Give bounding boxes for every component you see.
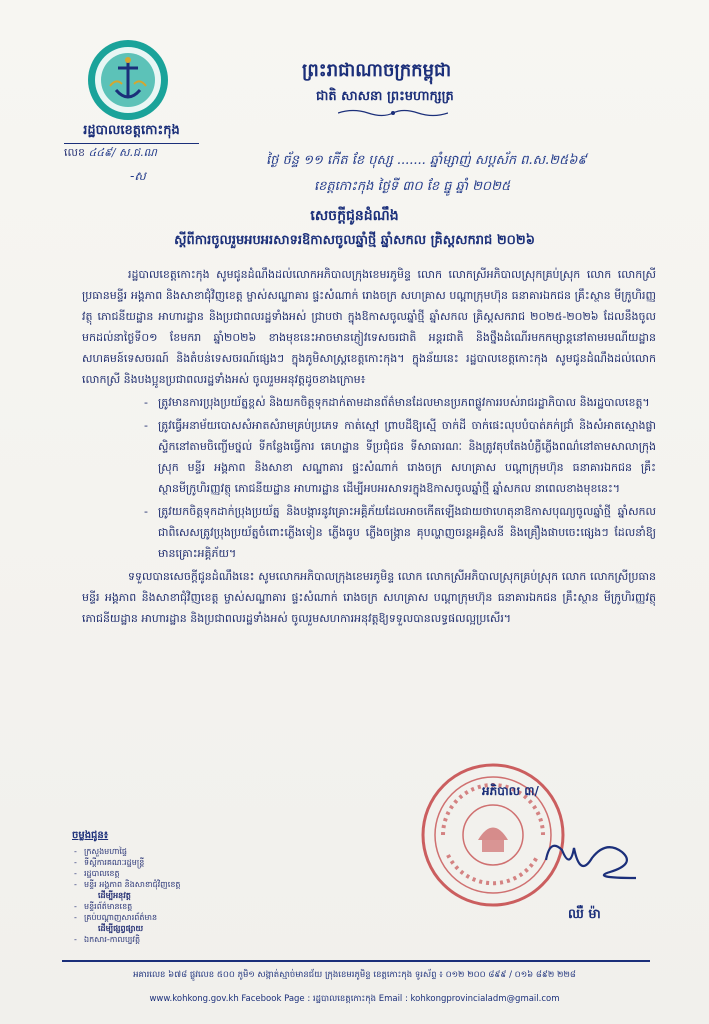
organization-name: រដ្ឋបាលខេត្តកោះកុង <box>64 122 199 144</box>
signer-name: ឈឺ ម៉ា <box>568 907 601 922</box>
list-item: - ទីស្តីការគណៈរដ្ឋមន្ត្រី <box>72 857 272 868</box>
document-title: សេចក្តីជូនដំណឹង <box>310 208 399 224</box>
list-item: - រដ្ឋបាលខេត្ត <box>72 868 272 879</box>
reference-prefix: លេខ <box>64 146 85 159</box>
copy-to-heading: ចម្លងជូន៖ <box>72 830 109 841</box>
document-body <box>82 264 656 631</box>
ornament-divider-icon <box>338 108 448 118</box>
closing-paragraph: ទទួលបានសេចក្តីជូនដំណឹងនេះ សូមលោកអភិបាលក្រុងខេមរភូមិន្ទ លោក លោកស្រីអភិបាលស្រុកគ្រប់ស្រុក លោក លោកស្រីប្រធានមន្ទីរ អង្គភាព និងសាខាជុំវិញខេត្ត ម្ចាស់សណ្ឋាគារ ផ្ទះសំណាក់ រោងចក្រ សហគ្រាស បណ្តាក្រុមហ៊ុន ធនាគារឯកជន គ្រឹះស្ថាន មីក្រូហិរញ្ញវត្ថុ ភោជនីយដ្ឋាន អាហារដ្ឋាន និងប្រជាពលរដ្ឋទាំងអស់ ចូលរួមសហការអនុវត្តឱ្យទទួលបានលទ្ធផលល្អប្រសើរ។ <box>82 570 656 625</box>
solar-date: ខេត្តកោះកុង ថ្ងៃទី ៣០ ខែ ធ្នូ ឆ្នាំ ២០២៥ <box>314 179 511 194</box>
instruction-list <box>82 392 656 564</box>
list-item: - ត្រូវយកចិត្តទុកដាក់ប្រុងប្រយ័ត្ន និងបង្ការនូវគ្រោះអគ្គិភ័យដែលអាចកើតឡើងជាយថាហេតុនាឱកាសបុណ្យចូលឆ្នាំថ្មី ឆ្នាំសកលជាពិសេសត្រូវប្រុងប្រយ័ត្នចំពោះភ្លើងទៀន ភ្លើងធូប ភ្លើងចង្ក្រាន គុបល្ហាញចរន្តអគ្គិសនី និងគ្រឿងផាបចេះផ្សេងៗ ដែលនាំឱ្យមានគ្រោះអគ្គិភ័យ។ <box>82 501 656 564</box>
kingdom-heading: ព្រះរាជាណាចក្រកម្ពុជា <box>302 60 452 81</box>
signer-title: អភិបាល ៣/ <box>482 784 539 798</box>
document-subject: ស្តីពីការចូលរួមអបអរសាទរឱកាសចូលឆ្នាំថ្មី ឆ្នាំសកល គ្រិស្តសករាជ ២០២៦ <box>174 233 535 248</box>
list-item: - ត្រូវធ្វើអនាម័យបោសសំអាតសំរាមគ្រប់ប្រភេទ កាត់ស្មៅ ព្រាបដីឱ្យស្មើ ចាក់ដី ចាក់ផេះលុបបំបាត់ភក់ជ្រាំ និងសំអាតស្មោងផ្លាស្ទិកនៅតាមចិញ្ចើមថ្នល់ ទីកន្លែងធ្វើការ គេហដ្ឋាន ទីប្រជុំជន ទីសាធារណៈ និងត្រូវតុបតែងបំភ្លឺភ្លើងពណ៌នៅតាមសាលាក្រុង ស្រុក មន្ទីរ អង្គភាព និងសាខា សណ្ឋាគារ ផ្ទះសំណាក់ រោងចក្រ សហគ្រាស បណ្តាក្រុមហ៊ុន ធនាគារឯកជន គ្រឹះស្ថានមីក្រូហិរញ្ញវត្ថុ ភោជនីយដ្ឋាន អាហារដ្ឋាន ដើម្បីអបអរសាទរក្នុងឱកាសចូលឆ្នាំថ្មី ឆ្នាំសកល នាពេលខាងមុខនេះ។ <box>82 415 656 499</box>
footer-divider <box>62 960 650 962</box>
list-item: - មន្ទីរ អង្គភាព និងសាខាជុំវិញខេត្ត <box>72 879 272 890</box>
list-item: - មន្ទីរព័ត៌មានខេត្ត <box>72 901 272 912</box>
lunar-date: ថ្ងៃ ច័ន្ទ ១១ កើត ខែ បុស្ស ....... ឆ្នាំម្សាញ់ សប្តស័ក ព.ស.២៥៦៩ <box>266 153 587 168</box>
list-item: - ត្រូវមានការប្រុងប្រយ័ត្នខ្ពស់ និងយកចិត្តទុកដាក់តាមដានព័ត៌មានដែលមានប្រភពផ្លូវការរបស់រាជរដ្ឋាភិបាល និងរដ្ឋបាលខេត្ត។ <box>82 392 656 413</box>
handwritten-signature <box>540 830 650 890</box>
list-item: - ក្រសួងមហាផ្ទៃ <box>72 846 272 857</box>
list-item: ដើម្បីផ្សព្វផ្សាយ <box>98 924 144 933</box>
reference-suffix: -ស <box>130 169 146 183</box>
list-item: - ឯកសារ-កាលប្បវត្តិ <box>72 934 272 945</box>
provincial-emblem-logo <box>86 38 170 122</box>
reference-line <box>64 146 157 162</box>
national-motto: ជាតិ សាសនា ព្រះមហាក្សត្រ <box>316 89 454 104</box>
list-item: ដើម្បីអនុវត្ត <box>98 891 131 900</box>
list-item: - គ្រប់បណ្តាញសារព័ត៌មាន <box>72 912 272 923</box>
footer-contact: www.kohkong.gov.kh Facebook Page : រដ្ឋបាលខេត្តកោះកុង Email : kohkongprovincialadm@gmail.com <box>149 994 560 1004</box>
footer-address: អគារលេខ ៦៧៨ ផ្លូវលេខ ៥០០ ភូមិ១ សង្កាត់ស្មាច់មានជ័យ ក្រុងខេមរភូមិន្ទ ខេត្តកោះកុង ទូរស័ព្ទ ៖ ០១២ ២០០ ៨៩៩ / ០១៦ ៨៩២ ២២៨ <box>133 970 576 980</box>
reference-number: ៤៤៩/ ស.ជ.ណ <box>88 146 157 159</box>
copy-to-list <box>72 846 272 945</box>
intro-paragraph: រដ្ឋបាលខេត្តកោះកុង សូមជូនដំណឹងដល់លោកអភិបាលក្រុងខេមរភូមិន្ទ លោក លោកស្រីអភិបាលស្រុកគ្រប់ស្រុក លោក លោកស្រីប្រធានមន្ទីរ អង្គភាព និងសាខាជុំវិញខេត្ត ម្ចាស់សណ្ឋាគារ ផ្ទះសំណាក់ រោងចក្រ សហគ្រាស បណ្តាក្រុមហ៊ុន ធនាគារឯកជន គ្រឹះស្ថាន មីក្រូហិរញ្ញវត្ថុ ភោជនីយដ្ឋាន អាហារដ្ឋាន និងប្រជាពលរដ្ឋទាំងអស់ ជ្រាបថា ក្នុងឱកាសចូលឆ្នាំថ្មី ឆ្នាំសកល គ្រិស្តសករាជ ២០២៥-២០២៦ ដែលនឹងចូលមកដល់នាថ្ងៃទី០១ ខែមករា ឆ្នាំ២០២៦ ខាងមុខនេះអាចមានភ្ញៀវទេសចរជាតិ អន្តរជាតិ និងថ្នឹងដំណើរមកកម្សាន្តនៅតាមរមណីយដ្ឋាន សហគមន៍ទេសចរណ៍ និងតំបន់ទេសចរណ៍ផ្សេងៗ ក្នុងភូមិសាស្ត្រខេត្តកោះកុង។ ក្នុងន័យនេះ រដ្ឋបាលខេត្តកោះកុង សូមជូនដំណឹងដល់លោក លោកស្រី និងបងប្អូនប្រជាពលរដ្ឋទាំងអស់ ចូលរួមអនុវត្តដូចខាងក្រោម៖ <box>82 268 656 386</box>
